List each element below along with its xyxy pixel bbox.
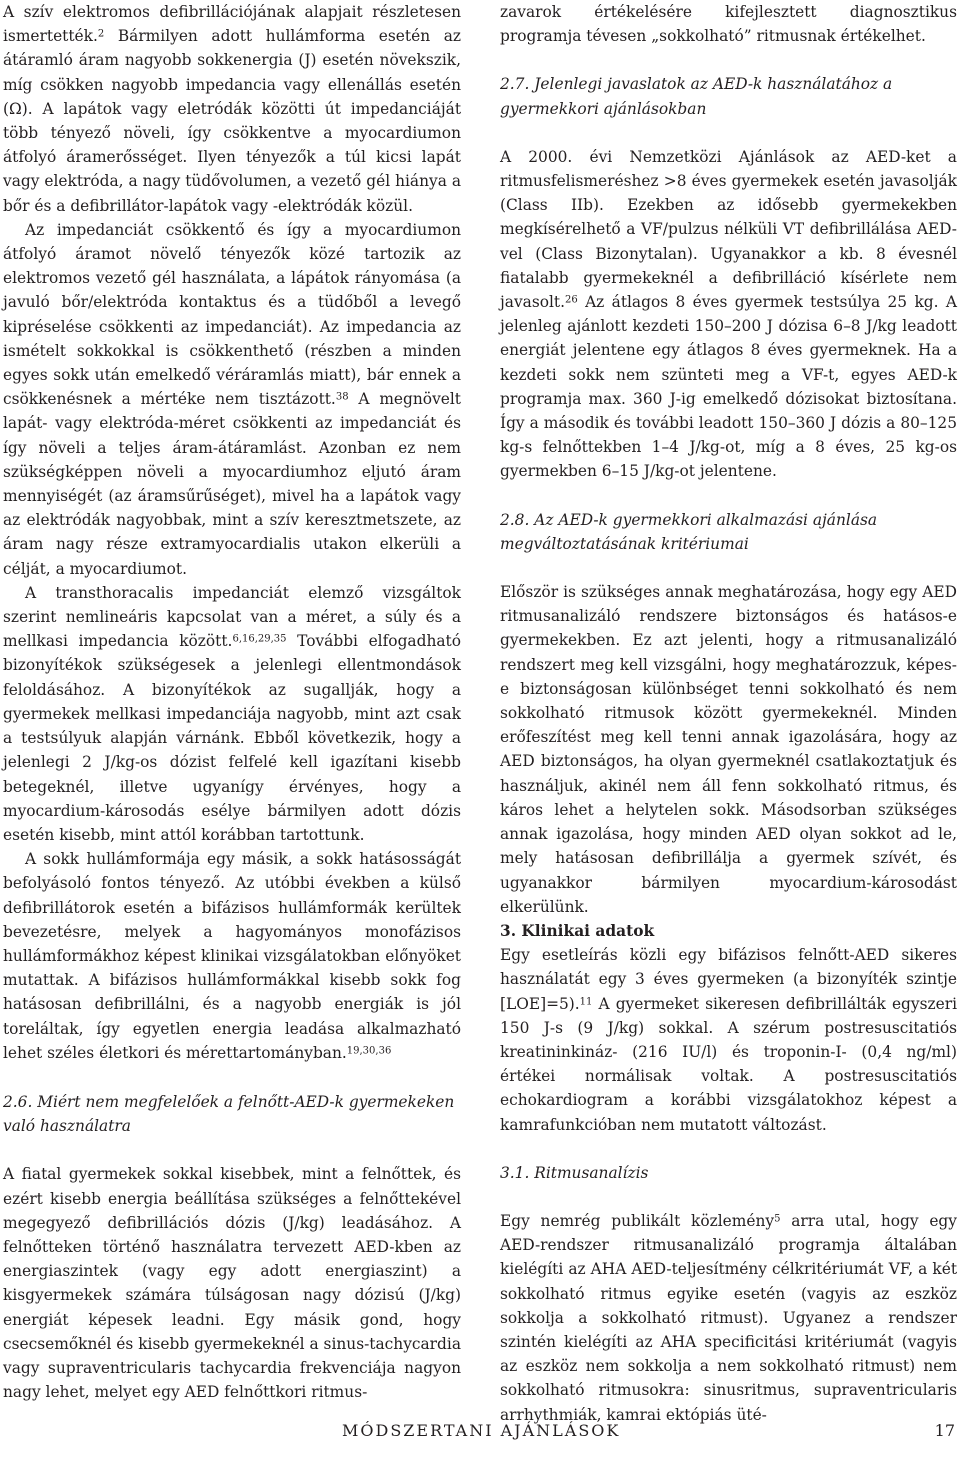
citation: 38 xyxy=(335,391,349,403)
paragraph: A transthoracalis impedanciát elemző vizsgáltok szerint nemlineáris kapcsolat van a méret, a súly és a mellkasi impedancia között.$^{6,16,29,35}$ További elfogadható bizonyítékok szükségesek a jelenlegi ellentmondások feloldásához. A bizonyítékok az sugallják, hogy a gyermekek mellkasi impedanciája nagyobb, mint azt csak a testsúlyuk alapján várnánk. Ebből következik, hogy a jelenlegi 2 J/kg-os dózist felfelé kell igazítani kisebb betegeknél, illetve ugyanígy érvényes, hogy a myocardium-károsodás esélye bármilyen adott dózis esetén kisebb, mint attól korábban tartottunk. xyxy=(3,583,461,844)
citation: 11 xyxy=(579,996,593,1008)
section-heading-2-7: 2.7. Jelenlegi javaslatok az AED-k használatához a gyermekkori ajánlásokban xyxy=(500,75,893,118)
right-column xyxy=(500,0,957,1427)
paragraph: Egy nemrég publikált közlemény$^5$ arra utal, hogy egy AED-rendszer ritmusanalizáló programja általában kielégíti az AHA AED-teljesítmény célkritériumát VF, a két sokkolható ritmus egyike esetén (vagyis az eszköz sokkolja a sokkolható ritmust). Ugyanez a rendszer szintén kielégíti az AHA specificitási kritériumát (vagyis az eszköz nem sokkolja a nem sokkolható ritmust) nem sokkolható ritmusokra: sinusritmus, supraventricularis arrhythmiák, kamrai ektópiás üté- xyxy=(500,1211,957,1424)
section-heading-2-6: 2.6. Miért nem megfelelőek a felnőtt-AED-k gyermekeken való használatra xyxy=(3,1092,455,1136)
paragraph: zavarok értékelésére kifejlesztett diagnosztikus programja tévesen „sokkolható” ritmusnak értékelhet. xyxy=(500,3,957,46)
citation: 19,30,36 xyxy=(346,1045,392,1057)
citation: 6,16,29,35 xyxy=(232,633,287,645)
paragraph: Egy esetleírás közli egy bifázisos felnőtt-AED sikeres használatát egy 3 éves gyermeken (a bizonyíték szintje [LOE]=5).$^{11}$ A gyermeket sikeresen defibrillálták egyszeri 150 J-s (9 J/kg) sokkal. A szérum postresuscitatiós kreatininkináz- (216 IU/l) és troponin-I- (0,4 ng/ml) értékei normálisak voltak. A postresuscitatiós echokardiogram a korábbi vizsgálatokhoz képest a kamrafunkcióban nem mutatott változást. xyxy=(500,946,957,1134)
left-column xyxy=(3,0,461,1404)
paragraph: A szív elektromos defibrillációjának alapjait részletesen ismertették.$^2$ Bármilyen adott hullámforma esetén az átáramló áram nagyobb sokkenergia (J) esetén növekszik, míg csökken nagyobb impedancia vagy ellenállás esetén (Ω). A lapátok vagy eletródák közötti út impedanciáját több tényező növeli, így csökkentve a myocardiumon átfolyó áramerősséget. Ilyen tényezők a túl kicsi lapát vagy elektróda, a nagy tüdővolumen, a vezető gél hiánya a bőr és a defibrillátor-lapátok vagy -elektródák közül. xyxy=(3,3,461,215)
paragraph: Először is szükséges annak meghatározása, hogy egy AED ritmusanalizáló rendszere biztonságos és hatásos-e gyermekekben. Ez azt jelenti, hogy a ritmusanalizáló rendszert meg kell vizsgálni, hogy meghatározzuk, képes-e biztonságosan különbséget tenni sokkolható és nem sokkolható ritmusok között gyermekeknél. Minden erőfeszítést meg kell tenni annak igazolására, hogy az AED biztonságos, ha olyan gyermeknél csatlakoztatjuk és használjuk, akinél nem áll fenn sokkolható ritmus, és káros lehet a helytelen sokk. Másodsorban szükséges annak igazolása, hogy minden AED olyan sokkot ad le, mely hatásosan defibrillálja a gyermek szívét, és ugyanakkor bármilyen myocardium-károsodást elkerülünk. xyxy=(500,583,957,916)
running-footer: MÓDSZERTANI AJÁNLÁSOK xyxy=(342,1421,621,1440)
page-number: 17 xyxy=(934,1421,955,1440)
section-heading-3-1: 3.1. Ritmusanalízis xyxy=(500,1163,649,1182)
paragraph: Az impedanciát csökkentő és így a myocardiumon átfolyó áramot növelő tényezők közé tartozik az elektromos vezető gél használata, a lápátok rányomása (a javuló bőr/elektróda kontaktus és a tüdőből a levegő kipréselése csökkenti az impedanciát). Az impedancia az ismételt sokkokkal is csökkenthető (részben a minden egyes sokk után emelkedő véráramlás miatt), bár ennek a csökkenésnek a mértéke nem tisztázott.$^{38}$ A megnövelt lapát- vagy elektróda-méret csökkenti az impedanciát és így növeli a teljes áram-átáramlást. Azonban ez nem szükségképpen növeli a myocardiumhoz eljutó áram mennyiségét (az áramsűrűséget), mivel ha a lapátok vagy az elektródák nagyobbak, mint a szív keresztmetszete, az áram nagy része extramyocardialis utakon elkerüli a célját, a myocardiumot. xyxy=(3,220,461,578)
paragraph: A 2000. évi Nemzetközi Ajánlások az AED-ket a ritmusfelismeréshez >8 éves gyermekek esetén javasolják (Class IIb). Ezekben az idősebb gyermekekben megkísérelhető a VF/pulzus nélküli VT defibrillálása AED-vel (Class Bizonytalan). Ugyanakkor a kb. 8 évesnél fiatalabb gyermekeknél a defibrilláció kísérlete nem javasolt.$^{26}$ Az átlagos 8 éves gyermek testsúlya 25 kg. A jelenleg ajánlott kezdeti 150–200 J dózisa 6–8 J/kg leadott energiát jelentene egy átlagos 8 éves gyermeknek. Ha a kezdeti sokk nem szünteti meg a VF-t, egyes AED-k programja max. 360 J-ig emelkedő dózisokat biztosítana. Így a második és további leadott 150–360 J dózis a 80–125 kg-s felnőttekben 1–4 J/kg-ot, míg a 8 éves, 25 kg-os gyermekben 6–15 J/kg-ot jelentene. xyxy=(500,147,957,481)
citation: 2 xyxy=(97,28,105,40)
citation: 5 xyxy=(774,1213,781,1225)
section-heading-2-8: 2.8. Az AED-k gyermekkori alkalmazási ajánlása megváltoztatásának kritériumai xyxy=(500,510,878,553)
section-heading-3: 3. Klinikai adatok xyxy=(500,921,655,940)
paragraph: A fiatal gyermekek sokkal kisebbek, mint a felnőttek, és ezért kisebb energia beállítása szükséges a felnőttekével megegyező defibrillációs dózis (J/kg) leadásához. A felnőtteken történő használatra tervezett AED-kben az energiaszintek (vagy egy adott energiaszint) a kisgyermekek számára túlságosan nagy dózisú (J/kg) energiát képesek leadni. Egy másik gond, hogy csecsemőknél és kisebb gyermekeknél a sinus-tachycardia vagy supraventricularis tachycardia frekvenciája nagyon nagy lehet, melyet egy AED felnőttkori ritmus- xyxy=(3,1165,461,1402)
paragraph: A sokk hullámformája egy másik, a sokk hatásosságát befolyásoló fontos tényező. Az utóbbi években a külső defibrillátorok esetén a bifázisos hullámformák kerültek bevezetésre, melyek a hagyományos monofázisos hullámformákhoz képest klinikai vizsgálatokban előnyöket mutattak. A bifázisos hullámformákkal kisebb sokk fog hatásosan defibrillálni, és a nagyobb energiák is jól toreláltak, így egyetlen energia leadása alkalmazható lehet széles életkori és mérettartományban.$^{19,30,36}$ xyxy=(3,850,461,1062)
citation: 26 xyxy=(564,294,578,306)
